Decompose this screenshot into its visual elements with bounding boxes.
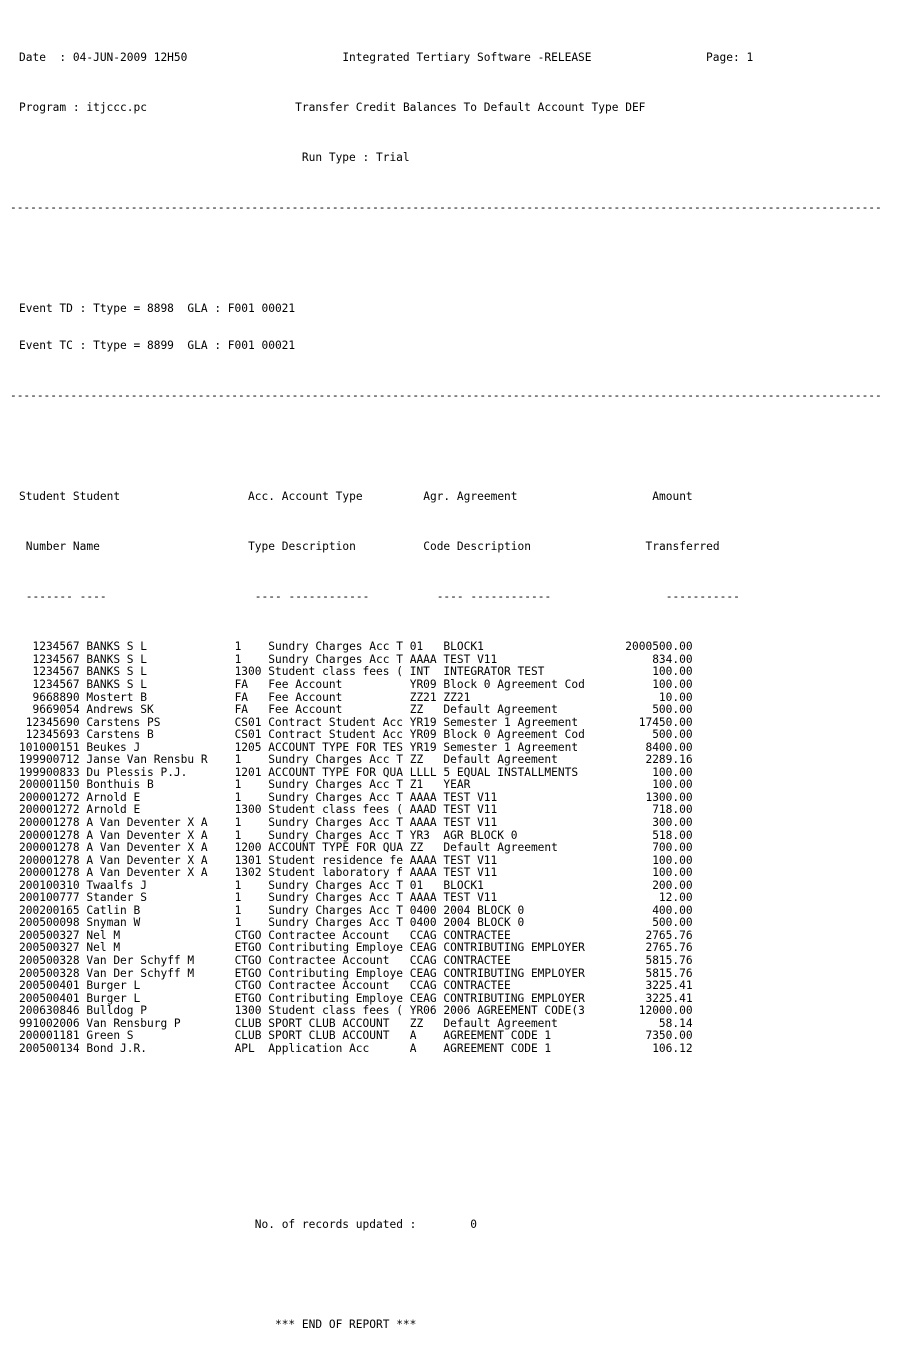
cell-student-name: Van Der Schyff M [86,954,235,968]
header-line-3 [0,152,916,165]
cell-student-number: 200500328 [19,966,80,980]
cell-student-number: 12345693 [19,728,80,742]
cell-agr-code: AAAD [409,803,444,817]
cell-student-number: 200001272 [19,790,80,804]
records-updated-label: No. of records updated : [254,1217,417,1231]
cell-amount: 10.00 [618,690,693,704]
cell-student-number: 1234567 [19,665,80,679]
cell-acc-type: 1205 [234,740,269,754]
spacer-before-end [0,1269,916,1282]
cell-acc-type: FA [234,703,269,717]
col-header-transferred: Transferred [645,539,720,553]
gap-9 [551,590,666,603]
cell-agreement-description: CONTRIBUTING EMPLOYER [443,991,619,1005]
cell-account-type-description: Sundry Charges Acc T [268,828,410,842]
cell-student-name: A Van Deventer X A [86,853,235,867]
cell-agreement-description: TEST V11 [443,652,619,666]
cell-agr-code: A [409,1029,444,1043]
col-header-student-2: Student [72,489,121,503]
cell-acc-type: CTGO [234,928,269,942]
cell-student-number: 1234567 [19,677,80,691]
cell-account-type-description: Sundry Charges Acc T [268,916,410,930]
cell-account-type-description: Fee Account [268,677,410,691]
records-updated-line [0,1219,916,1232]
footer-indent-1 [19,1218,255,1231]
cell-account-type-description: Sundry Charges Acc T [268,878,410,892]
gap-7 [107,590,255,603]
cell-acc-type: 1201 [234,765,269,779]
rule-top: ---------------------------------------------------------------------------------------------------------------------------------- [10,201,882,215]
col-header-agreement: Agreement [456,489,518,503]
underline-account-desc: ------------ [288,590,370,604]
cell-student-name: BANKS S L [86,665,235,679]
cell-amount: 100.00 [618,665,693,679]
cell-account-type-description: Contributing Employe [268,966,410,980]
cell-account-type-description: Sundry Charges Acc T [268,816,410,829]
cell-student-name: Green S [86,1029,235,1043]
cell-agr-code: AAAA [409,816,444,829]
cell-account-type-description: ACCOUNT TYPE FOR TES [268,740,410,754]
footer-indent-2 [19,1318,275,1331]
cell-student-number: 991002006 [19,1016,80,1030]
cell-agr-code: ZZ [409,1016,444,1030]
table-row [0,1043,916,1056]
cell-student-number: 200500401 [19,991,80,1005]
cell-amount: 300.00 [618,816,693,829]
underline-agr-code: ---- [436,590,464,604]
cell-agreement-description: Semester 1 Agreement [443,715,619,729]
col-header-name: Name [72,539,100,553]
cell-acc-type: 1300 [234,803,269,817]
cell-student-number: 200001278 [19,841,80,855]
cell-agr-code: CCAG [409,979,444,993]
cell-agr-code: 01 [409,878,444,892]
cell-account-type-description: Student laboratory f [268,866,410,880]
cell-amount: 5815.76 [618,954,693,968]
cell-account-type-description: Student class fees ( [268,665,410,679]
cell-agr-code: AAAA [409,891,444,905]
cell-agreement-description: TEST V11 [443,891,619,905]
cell-agr-code: YR06 [409,1004,444,1018]
cell-amount: 500.00 [618,703,693,717]
records-updated-value: 0 [470,1217,478,1231]
cell-student-name: Mostert B [86,690,235,704]
cell-student-number: 200001150 [19,778,80,792]
cell-acc-type: 1 [234,903,269,917]
cell-agr-code: CEAG [409,941,444,955]
cell-amount: 500.00 [618,728,693,742]
cell-account-type-description: Sundry Charges Acc T [268,652,410,666]
cell-student-name: BANKS S L [86,677,235,691]
cell-agr-code: YR09 [409,677,444,691]
cell-agr-code: Z1 [409,778,444,792]
col-header-student: Student [19,489,67,503]
cell-amount: 200.00 [618,878,693,892]
cell-agr-code: INT [409,665,444,679]
cell-agreement-description: 2006 AGREEMENT CODE(3 [443,1004,619,1018]
cell-account-type-description: ACCOUNT TYPE FOR QUA [268,765,410,779]
cell-agreement-description: AGREEMENT CODE 1 [443,1029,619,1043]
cell-amount: 3225.41 [618,991,693,1005]
cell-agreement-description: TEST V11 [443,816,619,829]
cell-acc-type: CLUB [234,1029,269,1043]
cell-acc-type: 1 [234,652,269,666]
cell-student-name: Van Der Schyff M [86,966,235,980]
header-spacer-1 [187,51,342,64]
cell-student-number: 200001278 [19,816,80,829]
cell-agr-code: ZZ21 [409,690,444,704]
cell-student-name: Nel M [86,928,235,942]
cell-student-number: 9668890 [19,690,80,704]
cell-agr-code: CEAG [409,991,444,1005]
cell-amount: 2765.76 [618,941,693,955]
header-spacer-2 [592,51,707,64]
cell-agr-code: AAAA [409,652,444,666]
cell-agr-code: CCAG [409,954,444,968]
cell-acc-type: CS01 [234,728,269,742]
page-number: Page: 1 [706,50,754,64]
underline-agreement-desc: ------------ [470,590,552,604]
cell-student-name: Burger L [86,979,235,993]
cell-student-number: 200630846 [19,1004,80,1018]
header-line-1 [0,52,916,65]
cell-agr-code: A [409,1041,444,1055]
gap-4 [100,540,248,553]
cell-acc-type: ETGO [234,941,269,955]
cell-acc-type: CTGO [234,954,269,968]
cell-agr-code: YR3 [409,828,444,842]
cell-acc-type: 1302 [234,866,269,880]
cell-acc-type: FA [234,677,269,691]
cell-amount: 2000500.00 [618,640,693,654]
cell-agreement-description: CONTRIBUTING EMPLOYER [443,966,619,980]
gap-2 [363,490,424,503]
header-spacer-3 [147,101,295,114]
cell-amount: 718.00 [618,803,693,817]
cell-agreement-description: TEST V11 [443,790,619,804]
col-header-account-type: Account Type [281,489,363,503]
cell-agr-code: YR19 [409,740,444,754]
cell-amount: 7350.00 [618,1029,693,1043]
cell-agr-code: ZZ [409,841,444,855]
cell-amount: 8400.00 [618,740,693,754]
cell-agreement-description: CONTRACTEE [443,979,619,993]
cell-amount: 100.00 [618,677,693,691]
col-header-description-1: Description [281,539,356,553]
cell-amount: 2289.16 [618,753,693,767]
cell-agreement-description: CONTRIBUTING EMPLOYER [443,941,619,955]
cell-student-number: 200001278 [19,866,80,880]
cell-acc-type: 1 [234,790,269,804]
cell-student-number: 200500327 [19,928,80,942]
cell-student-number: 200001278 [19,828,80,842]
cell-account-type-description: Contributing Employe [268,941,410,955]
cell-student-name: Bonthuis B [86,778,235,792]
cell-student-name: BANKS S L [86,640,235,654]
cell-agreement-description: ZZ21 [443,690,619,704]
cell-amount: 1300.00 [618,790,693,804]
column-header-row-1 [0,491,916,504]
cell-student-number: 200500401 [19,979,80,993]
cell-agreement-description: 2004 BLOCK 0 [443,916,619,930]
cell-agreement-description: BLOCK1 [443,878,619,892]
cell-agreement-description: BLOCK1 [443,640,619,654]
event-line-tc: Event TC : Ttype = 8899 GLA : F001 00021 [19,339,296,353]
col-header-number: Number [25,539,67,553]
cell-agreement-description: TEST V11 [443,866,619,880]
cell-agr-code: LLLL [409,765,444,779]
cell-agreement-description: YEAR [443,778,619,792]
cell-student-name: A Van Deventer X A [86,866,235,880]
cell-account-type-description: Fee Account [268,690,410,704]
cell-account-type-description: Application Acc [268,1041,410,1055]
cell-agreement-description: TEST V11 [443,803,619,817]
event-line-td: Event TD : Ttype = 8898 GLA : F001 00021 [19,301,296,315]
end-of-report-line [0,1319,916,1332]
cell-acc-type: CS01 [234,715,269,729]
cell-account-type-description: ACCOUNT TYPE FOR QUA [268,841,410,855]
cell-agr-code: AAAA [409,866,444,880]
cell-student-name: Bulldog P [86,1004,235,1018]
cell-student-number: 199900833 [19,765,80,779]
col-header-acc: Acc. [248,489,275,503]
cell-student-name: Du Plessis P.J. [86,765,235,779]
cell-agreement-description: AGREEMENT CODE 1 [443,1041,619,1055]
report-date: Date : 04-JUN-2009 12H50 [19,50,188,64]
cell-account-type-description: Sundry Charges Acc T [268,790,410,804]
cell-student-number: 200100777 [19,891,80,905]
cell-agreement-description: Block 0 Agreement Cod [443,677,619,691]
cell-acc-type: APL [234,1041,269,1055]
cell-student-name: Bond J.R. [86,1041,235,1055]
cell-amount: 5815.76 [618,966,693,980]
cell-acc-type: 1 [234,640,269,654]
col-header-type: Type [248,539,276,553]
cell-amount: 106.12 [618,1041,693,1055]
cell-agr-code: 0400 [409,916,444,930]
cell-student-name: Janse Van Rensbu R [86,753,235,767]
gap-1 [120,490,248,503]
cell-acc-type: 1300 [234,1004,269,1018]
spacer-before-footer-3 [0,1168,916,1181]
cell-agreement-description: Default Agreement [443,703,619,717]
col-header-amount: Amount [652,489,693,503]
cell-student-number: 199900712 [19,753,80,767]
cell-agreement-description: Default Agreement [443,841,619,855]
gap-6 [531,540,646,553]
underline-amount: ----------- [665,590,740,604]
cell-account-type-description: Sundry Charges Acc T [268,640,410,654]
cell-student-number: 12345690 [19,715,80,729]
cell-student-number: 9669054 [19,703,80,717]
cell-account-type-description: Sundry Charges Acc T [268,778,410,792]
report-title: Integrated Tertiary Software -RELEASE [342,50,592,64]
underline-student-name: ---- [79,590,107,604]
cell-amount: 500.00 [618,916,693,930]
cell-student-name: A Van Deventer X A [86,828,235,842]
footer-gap [416,1218,470,1231]
cell-acc-type: 1 [234,916,269,930]
cell-amount: 518.00 [618,828,693,842]
cell-student-name: Carstens B [86,728,235,742]
cell-acc-type: 1301 [234,853,269,867]
cell-student-name: Arnold E [86,803,235,817]
gap-5 [356,540,423,553]
run-type: Run Type : Trial [301,151,410,165]
cell-amount: 700.00 [618,841,693,855]
cell-student-number: 101000151 [19,740,80,754]
cell-acc-type: ETGO [234,991,269,1005]
cell-acc-type: FA [234,690,269,704]
cell-agr-code: AAAA [409,853,444,867]
cell-acc-type: 1 [234,828,269,842]
cell-account-type-description: SPORT CLUB ACCOUNT [268,1029,410,1043]
cell-student-number: 1234567 [19,652,80,666]
report-subtitle: Transfer Credit Balances To Default Account Type DEF [295,100,646,114]
cell-account-type-description: Student residence fe [268,853,410,867]
cell-account-type-description: Contributing Employe [268,991,410,1005]
spacer-after-events-rule [0,441,916,454]
col-header-code: Code [423,539,451,553]
cell-account-type-description: Contract Student Acc [268,715,410,729]
report-rows [0,641,916,1055]
cell-student-name: Snyman W [86,916,235,930]
cell-acc-type: CLUB [234,1016,269,1030]
cell-amount: 2765.76 [618,928,693,942]
cell-agreement-description: CONTRACTEE [443,928,619,942]
end-of-report-text: *** END OF REPORT *** [274,1317,417,1331]
cell-acc-type: ETGO [234,966,269,980]
cell-acc-type: 1200 [234,841,269,855]
cell-acc-type: 1 [234,891,269,905]
cell-amount: 12.00 [618,891,693,905]
cell-agr-code: CEAG [409,966,444,980]
cell-account-type-description: Sundry Charges Acc T [268,891,410,905]
cell-amount: 100.00 [618,765,693,779]
col-header-description-2: Description [456,539,532,553]
column-header-row-2 [0,541,916,554]
cell-student-name: Beukes J [86,740,235,754]
cell-acc-type: 1 [234,878,269,892]
spacer-before-footer-1 [0,1093,916,1106]
cell-acc-type: 1300 [234,665,269,679]
cell-student-number: 200500327 [19,941,80,955]
cell-amount: 17450.00 [618,715,693,729]
cell-student-name: Twaalfs J [86,878,235,892]
cell-agreement-description: 5 EQUAL INSTALLMENTS [443,765,619,779]
cell-amount: 100.00 [618,853,693,867]
cell-student-number: 200100310 [19,878,80,892]
cell-student-name: A Van Deventer X A [86,816,235,829]
cell-student-number: 200500134 [19,1041,80,1055]
cell-student-number: 200500098 [19,916,80,930]
cell-student-number: 200200165 [19,903,80,917]
cell-student-name: Stander S [86,891,235,905]
cell-account-type-description: Contract Student Acc [268,728,410,742]
cell-account-type-description: Contractee Account [268,954,410,968]
cell-agr-code: ZZ [409,703,444,717]
cell-amount: 100.00 [618,778,693,792]
cell-account-type-description: Fee Account [268,703,410,717]
cell-amount: 3225.41 [618,979,693,993]
program-name: Program : itjccc.pc [19,100,147,114]
rule-below-events: ---------------------------------------------------------------------------------------------------------------------------------- [10,389,882,403]
cell-agr-code: 01 [409,640,444,654]
cell-agr-code: YR19 [409,715,444,729]
cell-agreement-description: Default Agreement [443,1016,619,1030]
cell-student-name: Catlin B [86,903,235,917]
cell-agr-code: YR09 [409,728,444,742]
cell-agreement-description: Block 0 Agreement Cod [443,728,619,742]
cell-amount: 58.14 [618,1016,693,1030]
cell-student-number: 1234567 [19,640,80,654]
cell-agreement-description: Semester 1 Agreement [443,740,619,754]
cell-account-type-description: Contractee Account [268,928,410,942]
cell-student-name: Andrews SK [86,703,235,717]
cell-agreement-description: 2004 BLOCK 0 [443,903,619,917]
cell-student-name: Burger L [86,991,235,1005]
cell-student-name: Nel M [86,941,235,955]
cell-student-name: BANKS S L [86,652,235,666]
cell-account-type-description: Student class fees ( [268,1004,410,1018]
cell-account-type-description: Sundry Charges Acc T [268,753,410,767]
gap-3 [518,490,653,503]
col-header-agr: Agr. [423,489,451,503]
cell-agr-code: CCAG [409,928,444,942]
underline-acc-type: ---- [254,590,282,604]
cell-acc-type: 1 [234,753,269,767]
cell-agreement-description: AGR BLOCK 0 [443,828,619,842]
cell-acc-type: 1 [234,778,269,792]
cell-agr-code: 0400 [409,903,444,917]
spacer-before-footer-2 [0,1131,916,1144]
cell-student-number: 200001181 [19,1029,80,1043]
cell-account-type-description: Student class fees ( [268,803,410,817]
cell-amount: 834.00 [618,652,693,666]
cell-student-number: 200001278 [19,853,80,867]
header-line-2 [0,102,916,115]
gap-8 [369,590,436,603]
cell-amount: 12000.00 [618,1004,693,1018]
cell-acc-type: CTGO [234,979,269,993]
cell-agr-code: ZZ [409,753,444,767]
underline-student-number: ------- [25,590,73,604]
cell-student-name: A Van Deventer X A [86,841,235,855]
cell-student-name: Van Rensburg P [86,1016,235,1030]
cell-agr-code: AAAA [409,790,444,804]
cell-agreement-description: CONTRACTEE [443,954,619,968]
cell-acc-type: 1 [234,816,269,829]
cell-student-number: 200500328 [19,954,80,968]
spacer-after-top-rule [0,252,916,265]
cell-agreement-description: Default Agreement [443,753,619,767]
cell-student-number: 200001272 [19,803,80,817]
cell-agreement-description: TEST V11 [443,853,619,867]
cell-amount: 100.00 [618,866,693,880]
column-underline-row [0,591,916,604]
cell-account-type-description: Sundry Charges Acc T [268,903,410,917]
header-spacer-4 [19,151,302,164]
cell-agreement-description: INTEGRATOR TEST [443,665,619,679]
cell-amount: 400.00 [618,903,693,917]
cell-student-name: Arnold E [86,790,235,804]
cell-account-type-description: SPORT CLUB ACCOUNT [268,1016,410,1030]
cell-student-name: Carstens PS [86,715,235,729]
cell-account-type-description: Contractee Account [268,979,410,993]
